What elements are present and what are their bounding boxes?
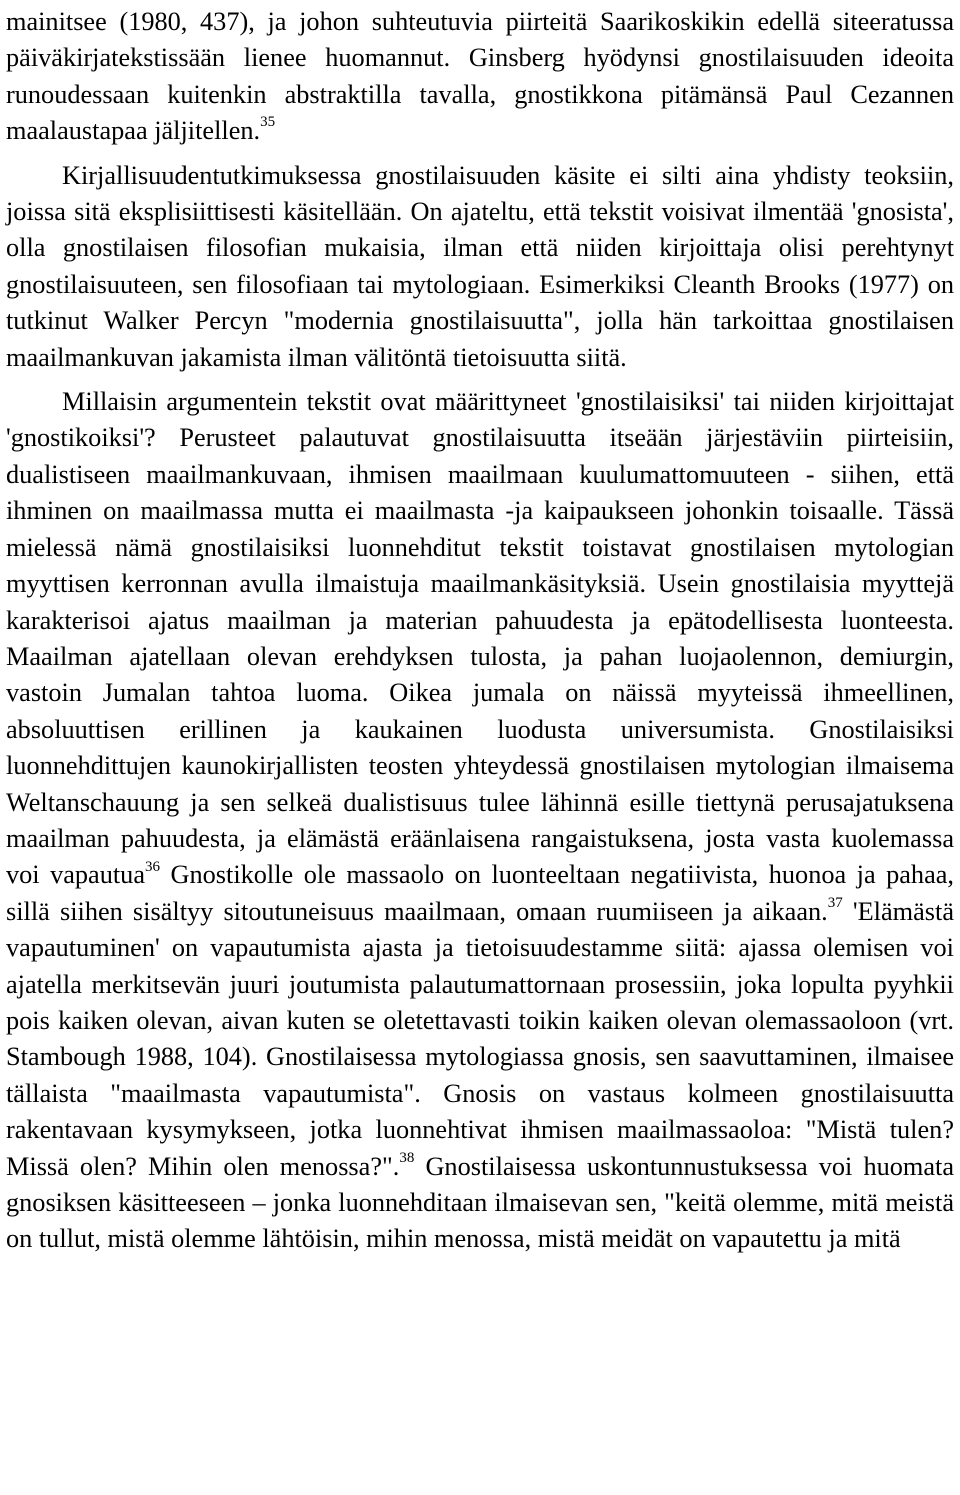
text-run: 'Elämästä vapautuminen' on vapautumista ajasta ja tietoisuudestamme siitä: ajassa olemisen voi ajatella merkitsevän juuri joutumista palautumattornaan prosessiin, joka lopulta pyyhkii pois kaiken olevan, aivan kuten se oletettavasti toikin kaiken olevan olemassaoloon (vrt. Stambough 1988, 104). Gnostilaisessa mytologiassa gnosis, sen saavuttaminen, ilmaisee tällaista "maailmasta vapautumista". Gnosis on vastaus kolmeen gnostilaisuutta rakentavaan kysymykseen, jotka luonnehtivat ihmisen maailmassaoloa: "Mistä tulen? Missä olen? Mihin olen menossa?". [6,896,954,1181]
text-run: Gnostikolle ole massaolo on luonteeltaan negatiivista, huonoa ja pahaa, sillä siihen sisältyy sitoutuneisuus maailmaan, omaan ruumiiseen ja aikaan. [6,860,954,926]
body-paragraph [6,384,954,1258]
footnote-marker: 38 [399,1149,415,1166]
footnote-marker: 36 [145,858,161,875]
document-body [6,4,954,1258]
text-run: mainitsee (1980, 437), ja johon suhteutuvia piirteitä Saarikoskikin edellä siteeratussa päiväkirjatekstissään lienee huomannut. Ginsberg hyödynsi gnostilaisuuden ideoita runoudessaan kuitenkin abstraktilla tavalla, gnostikkona pitämänsä Paul Cezannen maalaustapaa jäljitellen. [6,7,954,146]
text-run: Millaisin argumentein tekstit ovat määrittyneet 'gnostilaisiksi' tai niiden kirjoittajat 'gnostikoiksi'? Perusteet palautuvat gnostilaisuutta itseään järjestäviin piirteisiin, dualistiseen maailmankuvaan, ihmisen maailmaan kuulumattomuuteen - siihen, että ihminen on maailmassa mutta ei maailmasta -ja kaipaukseen johonkin toisaalle. Tässä mielessä nämä gnostilaisiksi luonnehditut tekstit toistavat gnostilaisen mytologian myyttisen kerronnan avulla ilmaistuja maailmankäsityksiä. Usein gnostilaisia myyttejä karakterisoi ajatus maailman ja materian pahuudesta ja epätodellisesta luonteesta. Maailman ajatellaan olevan erehdyksen tulosta, ja pahan luojaolennon, demiurgin, vastoin Jumalan tahtoa luoma. Oikea jumala on näissä myyteissä ihmeellinen, absoluuttisen erillinen ja kaukainen luodusta universumista. Gnostilaisiksi luonnehdittujen kaunokirjallisten teosten yhteydessä gnostilaisen mytologian ilmaisema Weltanschauung ja sen selkeä dualistisuus tulee lähinnä esille tiettynä perusajatuksena maailman pahuudesta, ja elämästä eräänlaisena rangaistuksena, josta vasta kuolemassa voi vapautua [6,387,954,890]
text-run: Kirjallisuudentutkimuksessa gnostilaisuuden käsite ei silti aina yhdisty teoksiin, joissa sitä eksplisiittisesti käsitellään. On ajateltu, että tekstit voisivat ilmentää 'gnosista', olla gnostilaisen filosofian mukaisia, ilman että niiden kirjoittaja olisi perehtynyt gnostilaisuuteen, sen filosofiaan tai mytologiaan. Esimerkiksi Cleanth Brooks (1977) on tutkinut Walker Percyn "modernia gnostilaisuutta", jolla hän tarkoittaa gnostilaisen maailmankuvan jakamista ilman välitöntä tietoisuutta siitä. [6,160,954,372]
footnote-marker: 35 [260,114,276,131]
body-paragraph [6,158,954,376]
body-paragraph [6,4,954,150]
footnote-marker: 37 [827,895,843,911]
text-run: Gnostilaisessa uskontunnustuksessa voi huomata gnosiksen käsitteeseen – jonka luonnehditaan ilmaisevan sen, "keitä olemme, mitä meistä on tullut, mistä olemme lähtöisin, mihin menossa, mistä meidät on vapautettu ja mitä [6,1151,954,1254]
